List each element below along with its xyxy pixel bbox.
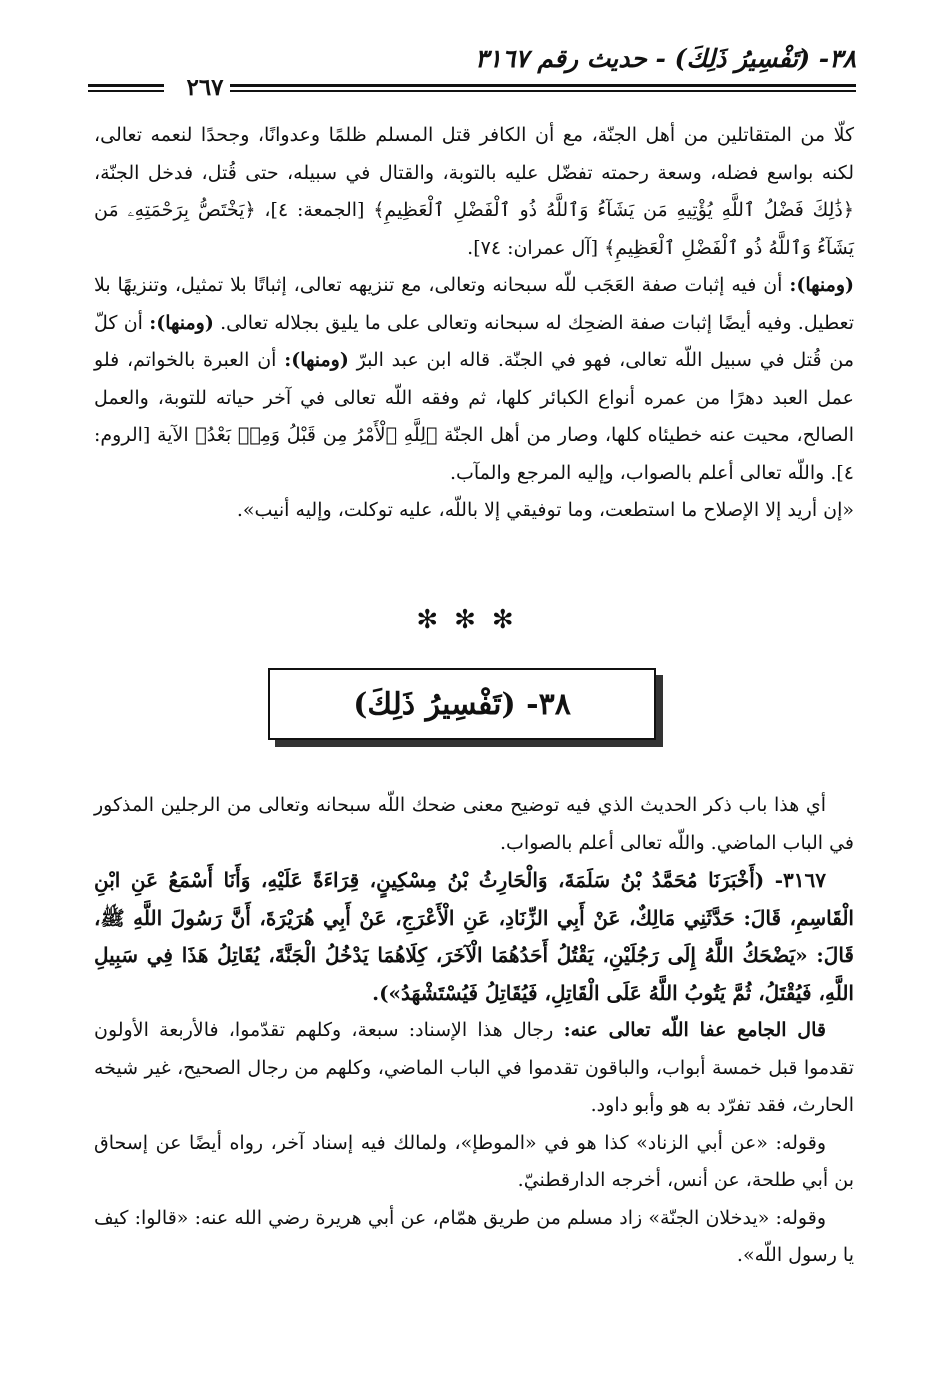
page-number: ٢٦٧ [186, 74, 224, 101]
header-rule-short [88, 84, 164, 92]
label: (ومنها): [789, 274, 854, 296]
paragraph [94, 1012, 854, 1125]
section-separator: ✻✻✻ [416, 605, 530, 635]
hadith-text: ٣١٦٧- (أَخْبَرَنَا مُحَمَّدُ بْنُ سَلَمَةَ، وَالْحَارِثُ بْنُ مِسْكِينٍ، قِرَاءَةً عَلَيْهِ، وَأَنَا أَسْمَعُ عَنِ ابْنِ الْقَاسِمِ، قَالَ: حَدَّثَنِي مَالِكٌ، عَنْ أَبِي الزِّنَادِ، عَنِ الْأَعْرَجِ، عَنْ أَبِي هُرَيْرَةَ، أَنَّ رَسُولَ اللَّهِ ﷺ، قَالَ: «يَضْحَكُ اللَّهُ إِلَى رَجُلَيْنِ، يَقْتُلُ أَحَدُهُمَا الْآخَرَ، كِلَاهُمَا يَدْخُلُ الْجَنَّةَ، يُقَاتِلُ هَذَا فِي سَبِيلِ اللَّهِ، فَيُقْتَلُ، ثُمَّ يَتُوبُ اللَّهُ عَلَى الْقَاتِلِ، فَيُقَاتِلُ فَيُسْتَشْهَدُ»). [94, 868, 854, 1005]
label: (ومنها): [284, 349, 349, 371]
paragraph-text: أن كلّ من قُتل في سبيل اللّه تعالى، فهو في الجنّة. قاله ابن عبد البرّ [94, 311, 854, 371]
paragraph: وقوله: «عن أبي الزناد» كذا هو في «الموطإ»، ولمالك فيه إسناد آخر، رواه أيضًا عن إسحاق بن أبي طلحة، عن أنس، أخرجه الدارقطنيّ. [94, 1131, 854, 1191]
paragraph-text: أن فيه إثبات صفة العَجَب للّه سبحانه وتعالى، مع تنزيهه تعالى، إثباتًا بلا تمثيل، وتنزيهًا بلا تعطيل. وفيه أيضًا إثبات صفة الضحِك له سبحانه وتعالى على ما يليق بجلاله تعالى. [94, 274, 855, 334]
header-rule [230, 84, 856, 92]
paragraph: وقوله: «يدخلان الجنّة» زاد مسلم من طريق همّام، عن أبي هريرة رضي الله عنه: «قالوا: كيف يا رسول اللّه». [94, 1206, 854, 1266]
paragraph-text: رجال هذا الإسناد: سبعة، وكلهم تقدّموا، فالأربعة الأولون تقدموا قبل خمسة أبواب، والباقون تقدموا في الباب الماضي، وكلهم من رجال الصحيح، غير شيخه الحارث، فقد تفرّد به هو وأبو داود. [94, 1019, 854, 1116]
label: (ومنها): [149, 311, 214, 334]
paragraph-text: أن العبرة بالخواتم، فلو عمل العبد دهرًا من عمره أنواع الكبائر كلها، ثم وفقه اللّه تعالى في آخر حياته للتوبة، والعمل الصالح، محيت عنه خطيئاه كلها، وصار من أهل الجنّة ﴿لِلَّهِ ٱلْأَمْرُ مِن قَبْلُ وَمِنۢ بَعْدُ﴾ الآية [الروم: ٤]. واللّه تعالى أعلم بالصواب، وإليه المرجع والمآب. [94, 349, 854, 484]
chapter-body [94, 787, 854, 1275]
commentary-section [94, 117, 854, 530]
chapter-heading [268, 668, 656, 740]
paragraph [94, 267, 854, 492]
chapter-title: ٣٨- (تَفْسِيرُ ذَلِكَ) [353, 686, 571, 722]
closing-quote: «إن أريد إلا الإصلاح ما استطعت، وما توفيقي إلا باللّه، عليه توكلت، وإليه أنيب». [236, 499, 854, 521]
paragraph: كلّا من المتقاتلين من أهل الجنّة، مع أن الكافر قتل المسلم ظلمًا وعدوانًا، وجحدًا لنعمه تعالى، لكنه بواسع فضله، وسعة رحمته تفضّل عليه بالتوبة، والقتال في سبيله، حتى قُتل، فدخل الجنّة، ﴿ذَٰلِكَ فَضْلُ ٱللَّهِ يُؤْتِيهِ مَن يَشَآءُ وَٱللَّهُ ذُو ٱلْفَضْلِ ٱلْعَظِيمِ﴾ [الجمعة: ٤]، ﴿يَخْتَصُّ بِرَحْمَتِهِۦ مَن يَشَآءُ وَٱللَّهُ ذُو ٱلْفَضْلِ ٱلْعَظِيمِ﴾ [آل عمران: ٧٤]. [94, 124, 854, 259]
chapter-intro: أي هذا باب ذكر الحديث الذي فيه توضيح معنى ضحك اللّه سبحانه وتعالى من الرجلين المذكور في الباب الماضي. واللّه تعالى أعلم بالصواب. [94, 794, 854, 854]
running-header-title: ٣٨- (تَفْسِيرُ ذَلِكَ) - حديث رقم ٣١٦٧ [474, 44, 856, 73]
label: قال الجامع عفا اللّه تعالى عنه: [563, 1019, 826, 1041]
